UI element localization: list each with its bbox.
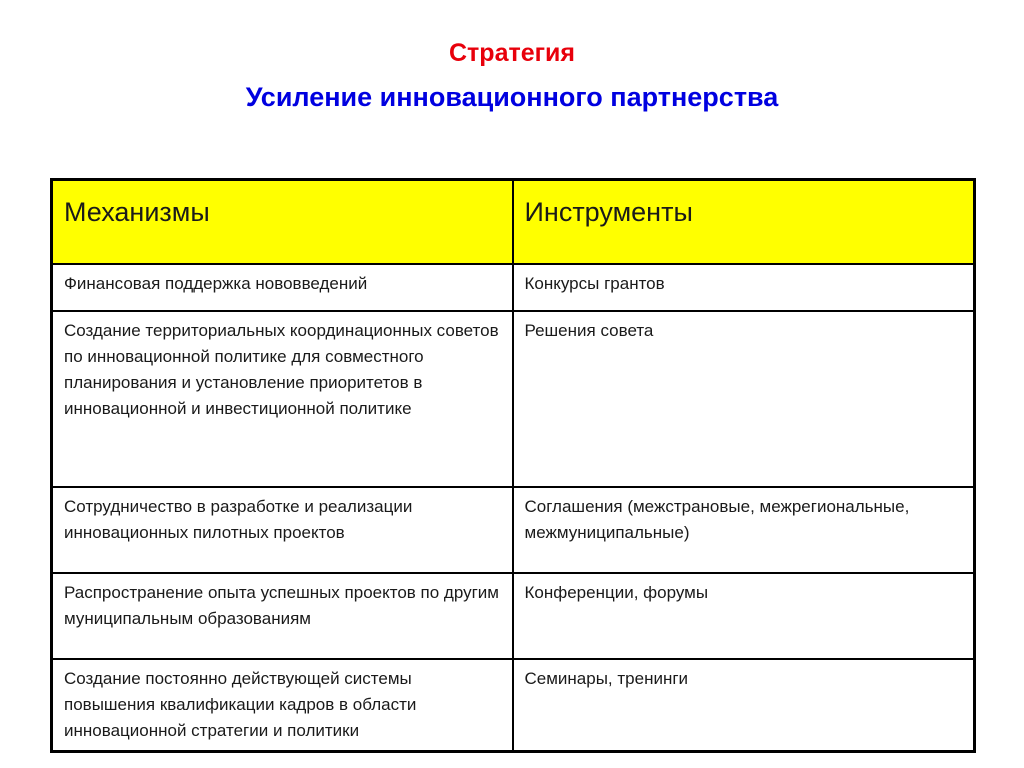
mechanism-cell: Сотрудничество в разработке и реализации инновационных пилотных проектов — [52, 487, 513, 573]
tool-cell: Соглашения (межстрановые, межрегиональные, межмуниципальные) — [513, 487, 975, 573]
mechanism-cell: Создание постоянно действующей системы повышения квалификации кадров в области инновационной стратегии и политики — [52, 659, 513, 752]
slide-subtitle: Усиление инновационного партнерства — [245, 82, 779, 112]
table-header-row — [52, 180, 975, 265]
table-row — [52, 264, 975, 311]
tool-cell: Семинары, тренинги — [513, 659, 975, 752]
mechanism-cell: Распространение опыта успешных проектов по другим муниципальным образованиям — [52, 573, 513, 659]
table-row — [52, 487, 975, 573]
mechanism-cell: Финансовая поддержка нововведений — [52, 264, 513, 311]
table-row — [52, 659, 975, 752]
mechanism-cell: Создание территориальных координационных советов по инновационной политике для совместного планирования и установление приоритетов в инновационной и инвестиционной политике — [52, 311, 513, 487]
header-tools: Инструменты — [513, 180, 975, 265]
table-row — [52, 573, 975, 659]
tool-cell: Конкурсы грантов — [513, 264, 975, 311]
strategy-table — [50, 178, 976, 753]
tool-cell: Конференции, форумы — [513, 573, 975, 659]
slide-title: Стратегия — [449, 39, 575, 67]
header-mechanisms: Механизмы — [52, 180, 513, 265]
title-block — [0, 36, 1024, 116]
table-row — [52, 311, 975, 487]
tool-cell: Решения совета — [513, 311, 975, 487]
